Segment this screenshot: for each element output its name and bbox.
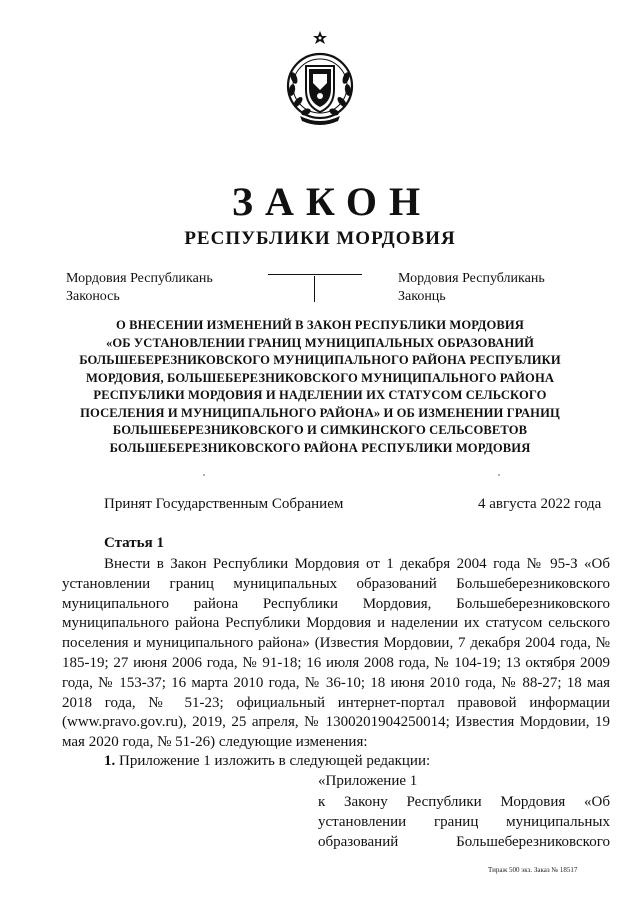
law-title-line: БОЛЬШЕБЕРЕЗНИКОВСКОГО И СИМКИНСКОГО СЕЛЬСОВЕТОВ	[112, 423, 528, 437]
document-subtitle: РЕСПУБЛИКИ МОРДОВИЯ	[184, 228, 456, 249]
scan-speck	[203, 474, 205, 476]
adopted-date: 4 августа 2022 года	[478, 496, 602, 512]
adopted-by: Принят Государственным Собранием	[104, 496, 344, 512]
appendix-line: установлении границ муниципальных	[318, 813, 610, 830]
article-item-1	[104, 753, 430, 770]
article-line: установлении границ муниципальных образований Большеберезниковского	[62, 575, 610, 592]
law-title-line: РЕСПУБЛИКИ МОРДОВИЯ И НАДЕЛЕНИИ ИХ СТАТУСОМ СЕЛЬСКОГО	[93, 388, 547, 402]
law-title-line: ПОСЕЛЕНИЯ И МУНИЦИПАЛЬНОГО РАЙОНА» И ОБ ИЗМЕНЕНИИ ГРАНИЦ	[80, 405, 560, 420]
header-right-line: Законць	[398, 289, 446, 304]
law-title	[60, 317, 580, 457]
header-separator-vertical	[314, 276, 315, 302]
article-body	[62, 555, 610, 753]
republic-of-mordovia-emblem-icon	[284, 28, 356, 128]
article-line: муниципального района Республики Мордовия, Большеберезниковского	[62, 595, 610, 612]
article-heading: Статья 1	[104, 535, 164, 551]
law-title-line: О ВНЕСЕНИИ ИЗМЕНЕНИЙ В ЗАКОН РЕСПУБЛИКИ МОРДОВИЯ	[116, 318, 524, 332]
item-text: Приложение 1 изложить в следующей редакции:	[119, 753, 431, 769]
law-title-line: МОРДОВИЯ, БОЛЬШЕБЕРЕЗНИКОВСКОГО МУНИЦИПАЛЬНОГО РАЙОНА	[85, 370, 555, 385]
article-line: мая 2020 года, № 51-26) следующие изменения:	[62, 734, 368, 751]
appendix-line: образований Большеберезниковского	[318, 833, 610, 850]
article-line: поселения и муниципального района» (Известия Мордовии, 7 декабря 2004 года, №	[62, 635, 610, 652]
header-right-line: Мордовия Республикань	[398, 271, 545, 286]
appendix-line: к Закону Республики Мордовия «Об	[318, 794, 610, 810]
law-title-line: БОЛЬШЕБЕРЕЗНИКОВСКОГО МУНИЦИПАЛЬНОГО РАЙОНА РЕСПУБЛИКИ	[79, 353, 561, 367]
header-right-erzya	[398, 270, 545, 306]
header-separator-horizontal	[268, 274, 362, 275]
law-title-line: БОЛЬШЕБЕРЕЗНИКОВСКОГО РАЙОНА РЕСПУБЛИКИ МОРДОВИЯ	[109, 440, 531, 455]
header-left-line: Законось	[66, 289, 120, 304]
print-run-note: Тираж 500 экз. Заказ № 18517	[488, 866, 578, 874]
article-line: Внести в Закон Республики Мордовия от 1 декабря 2004 года № 95-З «Об	[104, 556, 610, 572]
law-title-line: «ОБ УСТАНОВЛЕНИИ ГРАНИЦ МУНИЦИПАЛЬНЫХ ОБРАЗОВАНИЙ	[105, 335, 535, 350]
article-line: года, № 153-37; 16 марта 2010 года, № 36-10; 18 июня 2010 года, № 88-27; 18 мая	[62, 674, 610, 691]
article-line: (www.pravo.gov.ru), 2019, 25 апреля, № 1300201904250014; Известия Мордовии, 19	[62, 714, 610, 731]
article-line: 2018 года, № 51-23; официальный интернет-портал правовой информации	[62, 694, 610, 711]
header-left-line: Мордовия Республикань	[66, 271, 213, 286]
appendix-heading: «Приложение 1	[318, 773, 418, 789]
header-left-moksha	[66, 270, 213, 306]
document-title: ЗАКОН	[231, 179, 433, 224]
article-line: муниципального района Республики Мордовия и наделении их статусом сельского	[62, 615, 610, 632]
article-line: 185-19; 27 июня 2006 года, № 91-18; 16 июля 2008 года, № 104-19; 13 октября 2009	[62, 654, 610, 671]
scan-speck	[498, 474, 500, 476]
item-number: 1.	[104, 753, 116, 769]
appendix-reference	[318, 793, 610, 852]
